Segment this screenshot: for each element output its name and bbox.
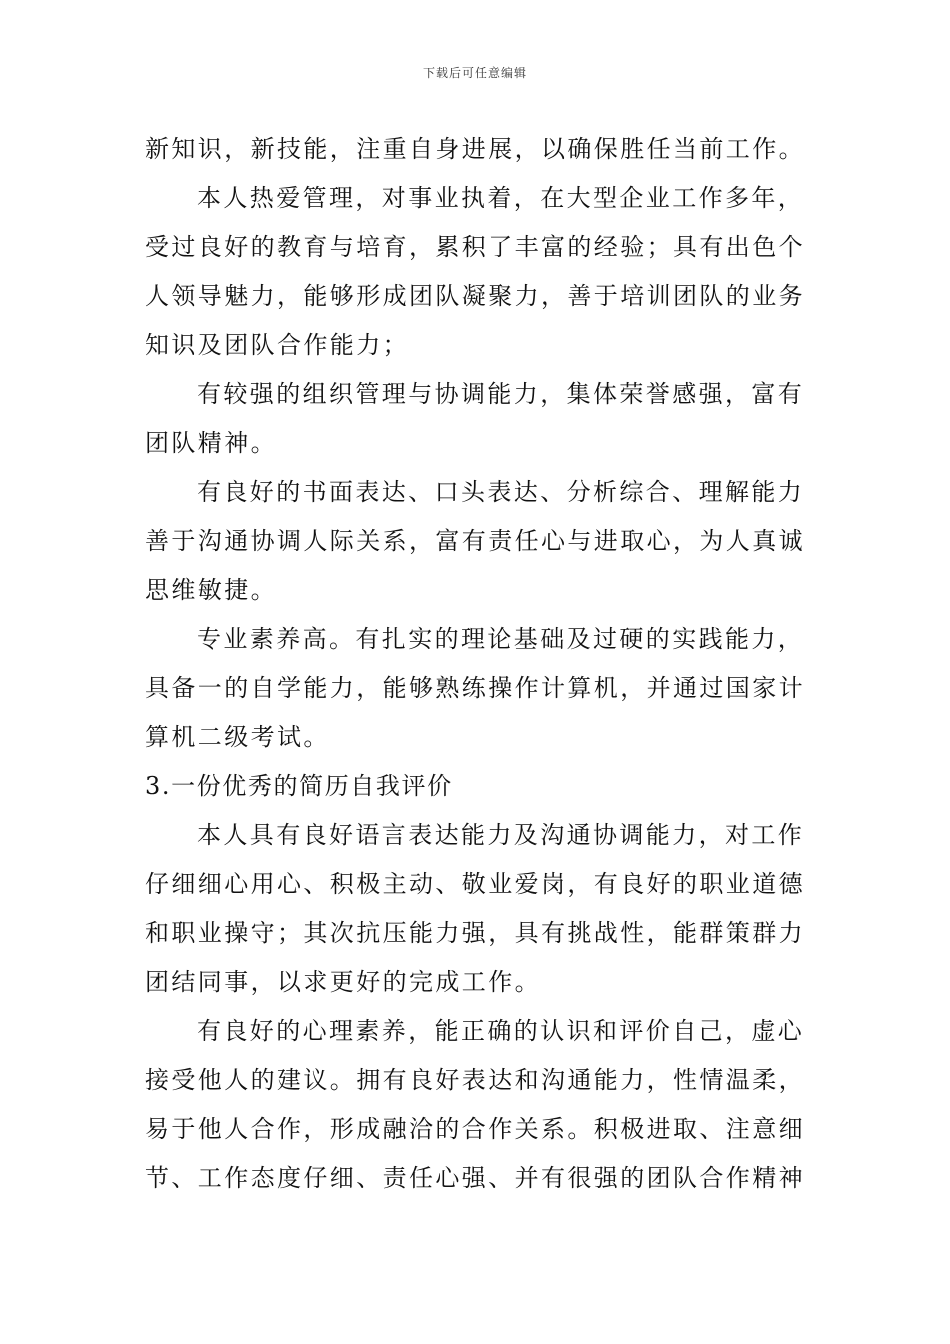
paragraph-continuation: 新知识，新技能，注重自身进展，以确保胜任当前工作。 [145,135,805,163]
section-heading: 3.一份优秀的简历自我评价 [145,772,453,800]
paragraph-organization-ability: 有较强的组织管理与协调能力，集体荣誉感强，富有团队精神。 [145,380,805,457]
document-body [145,125,810,1203]
paragraph-psychological-quality: 有良好的心理素养，能正确的认识和评价自己，虚心接受他人的建议。拥有良好表达和沟通能力，性情温柔，易于他人合作，形成融洽的合作关系。积极进取、注意细节、工作态度仔细、责任心强、并有很强的团队合作精神 [145,1017,805,1192]
paragraph-management-passion: 本人热爱管理，对事业执着，在大型企业工作多年，受过良好的教育与培育，累积了丰富的经验；具有出色个人领导魅力，能够形成团队凝聚力，善于培训团队的业务知识及团队合作能力； [145,184,805,359]
page-header: 下载后可任意编辑 [422,66,527,80]
paragraph-language-expression: 本人具有良好语言表达能力及沟通协调能力，对工作仔细细心用心、积极主动、敬业爱岗，有良好的职业道德和职业操守；其次抗压能力强，具有挑战性，能群策群力团结同事，以求更好的完成工作。 [145,821,805,996]
paragraph-professional-quality: 专业素养高。有扎实的理论基础及过硬的实践能力，具备一的自学能力，能够熟练操作计算机，并通过国家计算机二级考试。 [145,625,805,751]
paragraph-communication-skills: 有良好的书面表达、口头表达、分析综合、理解能力善于沟通协调人际关系，富有责任心与进取心，为人真诚思维敏捷。 [145,478,805,604]
